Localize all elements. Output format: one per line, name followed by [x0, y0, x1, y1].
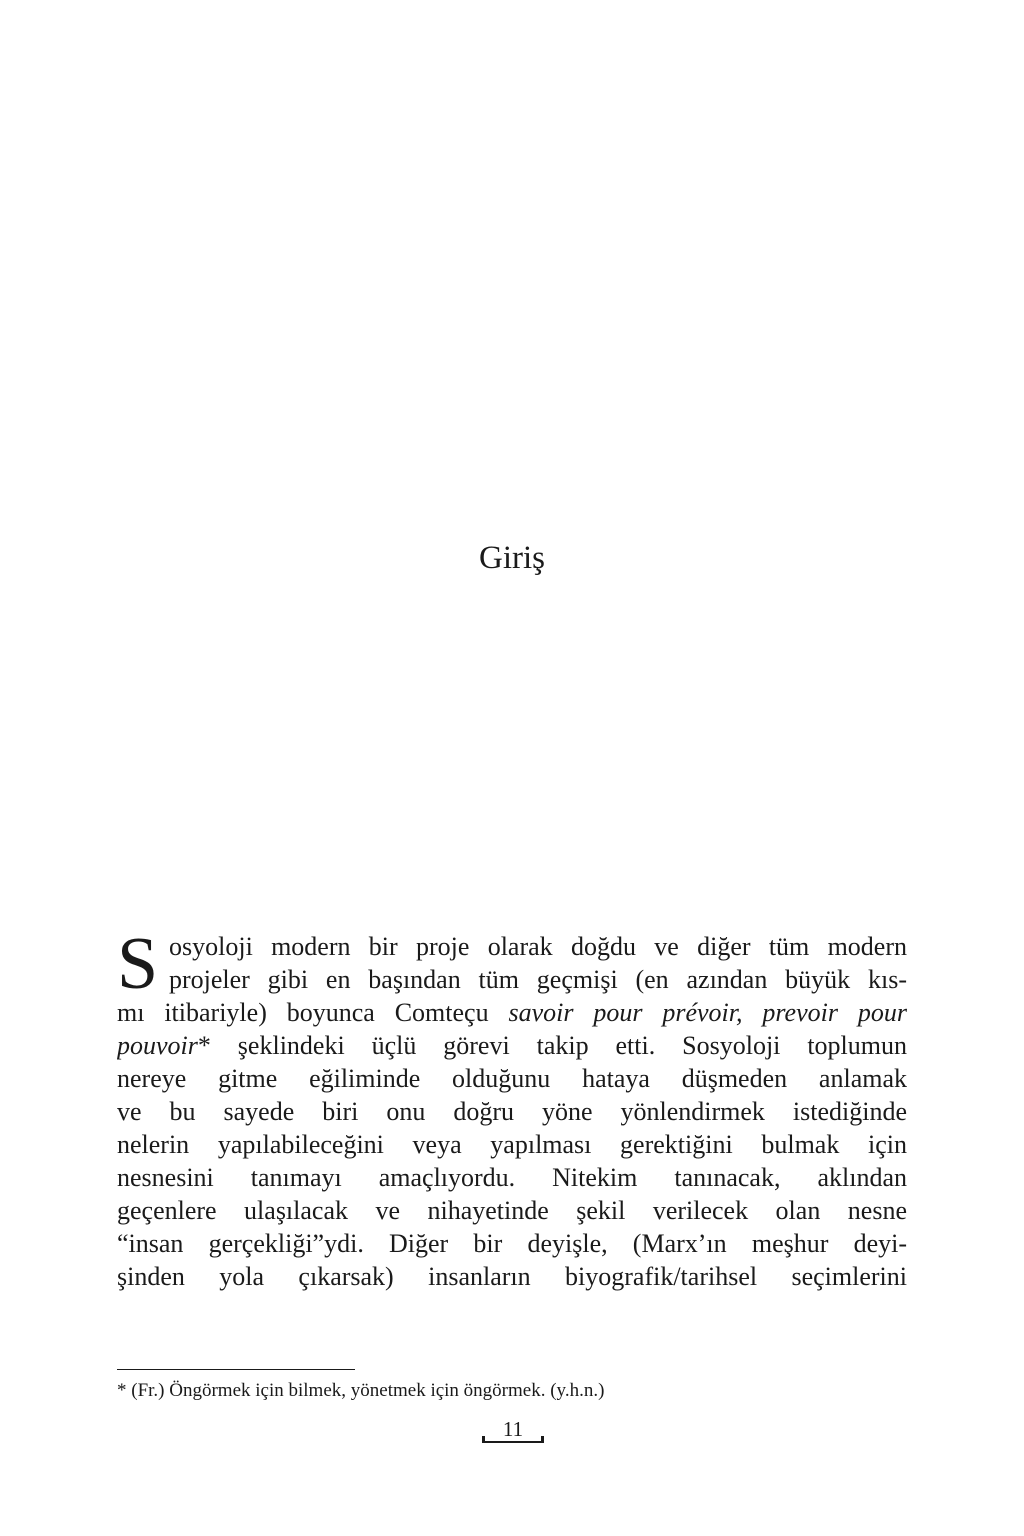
paragraph-line: şinden yola çıkarsak) insanların biyografik/tarihsel seçimlerini [117, 1262, 907, 1291]
italic-phrase: savoir pour prévoir, prevoir pour [508, 998, 907, 1027]
paragraph-line: nesnesini tanımayı amaçlıyordu. Nitekim tanınacak, aklından [117, 1163, 907, 1192]
page-number-rule [482, 1441, 544, 1443]
page-number: 11 [502, 1417, 524, 1441]
paragraph-line [117, 996, 907, 1029]
footnote: * (Fr.) Öngörmek için bilmek, yönetmek için öngörmek. (y.h.n.) [117, 1380, 605, 1401]
paragraph-line-text: * şeklindeki üçlü görevi takip etti. Sosyoloji toplumun [197, 1031, 907, 1060]
paragraph-line: ve bu sayede biri onu doğru yöne yönlendirmek istediğinde [117, 1097, 907, 1126]
paragraph-line-text: mı itibariyle) boyunca Comteçu [117, 998, 489, 1027]
page-number-tick-right [541, 1436, 544, 1442]
page-number-block [482, 1417, 544, 1445]
paragraph-line [117, 1029, 907, 1062]
paragraph-line: nereye gitme eğiliminde olduğunu hataya düşmeden anlamak [117, 1064, 907, 1093]
chapter-title: Giriş [479, 540, 545, 576]
body-paragraph [117, 923, 907, 1293]
footnote-divider [117, 1369, 355, 1370]
italic-phrase: pouvoir [117, 1031, 198, 1060]
paragraph-line: osyoloji modern bir proje olarak doğdu ve diğer tüm modern [169, 932, 907, 961]
paragraph-line: projeler gibi en başından tüm geçmişi (en azından büyük kıs- [169, 965, 907, 994]
drop-cap: S [117, 923, 159, 1005]
paragraph-line: geçenlere ulaşılacak ve nihayetinde şekil verilecek olan nesne [117, 1196, 907, 1225]
page-number-tick-left [482, 1436, 485, 1442]
paragraph-line: nelerin yapılabileceğini veya yapılması gerektiğini bulmak için [117, 1130, 907, 1159]
paragraph-line: “insan gerçekliği”ydi. Diğer bir deyişle, (Marx’ın meşhur deyi- [117, 1229, 907, 1258]
